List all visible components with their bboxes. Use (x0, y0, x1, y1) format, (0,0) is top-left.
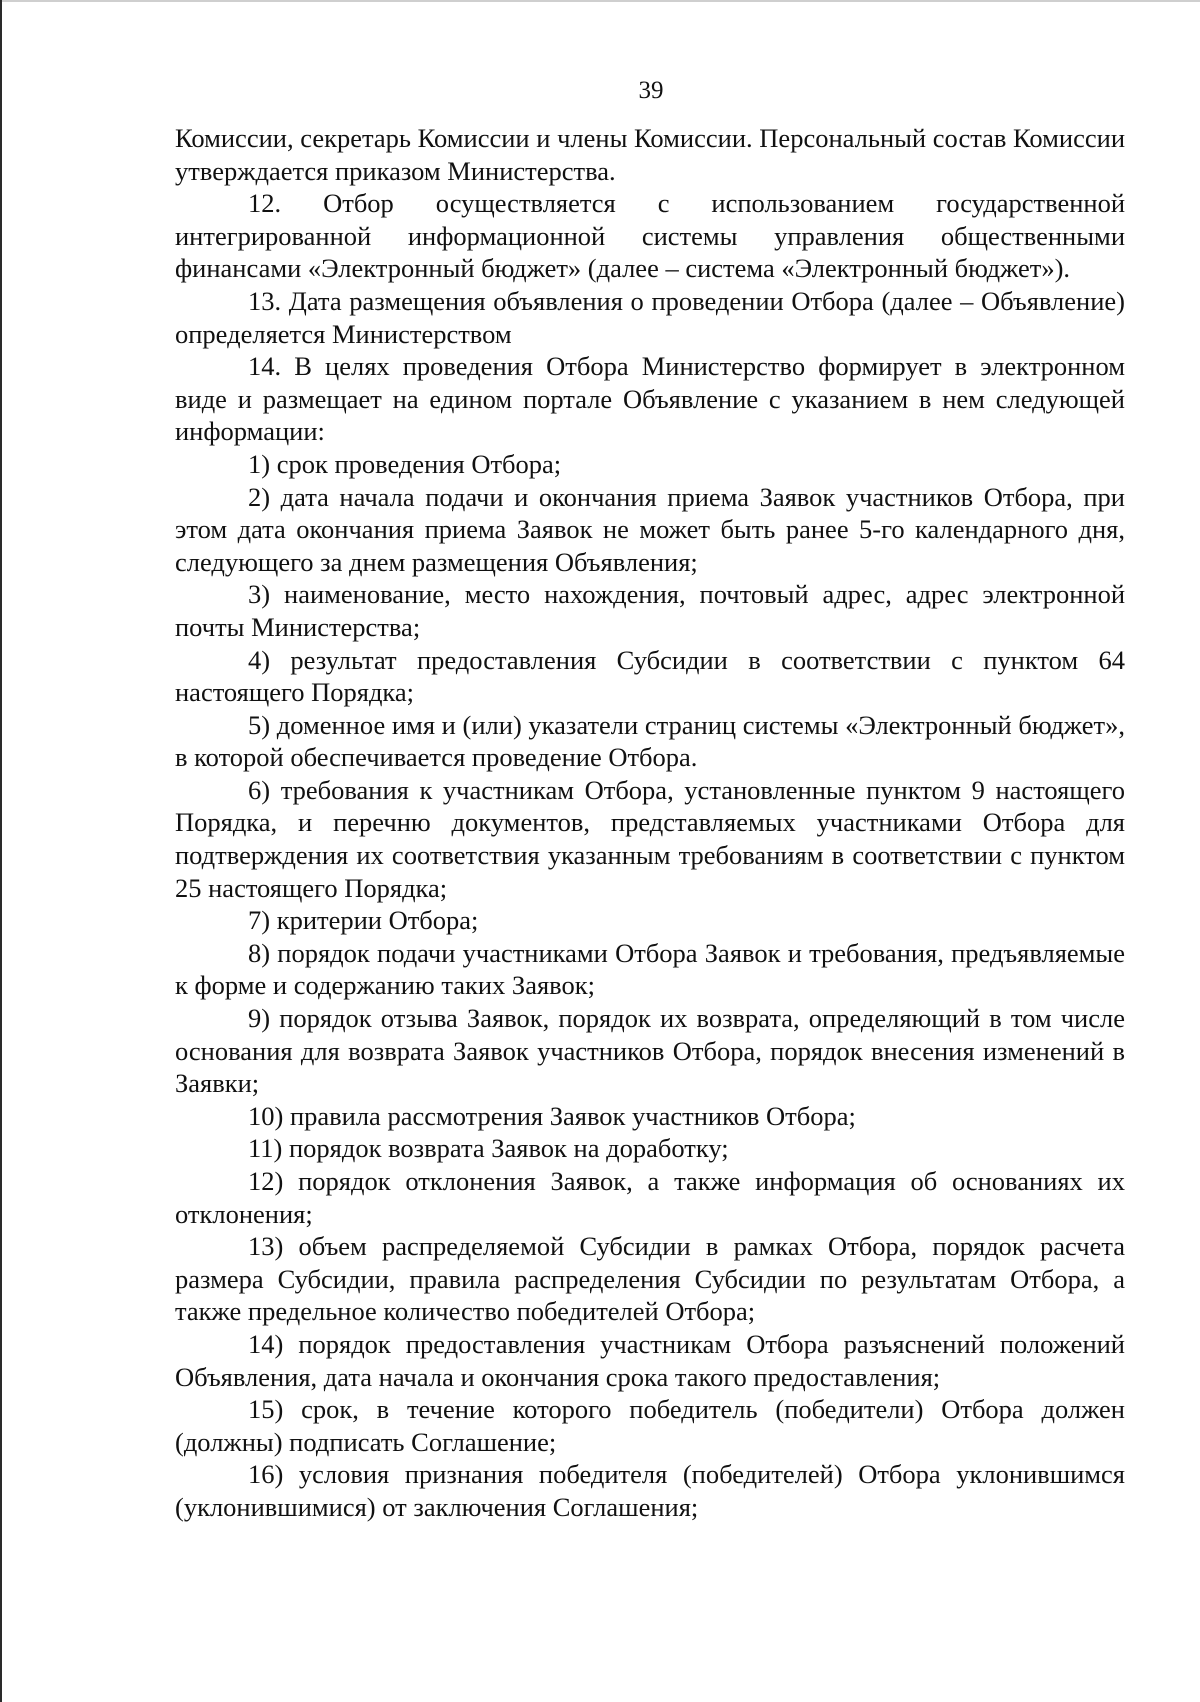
list-item-1: 1) срок проведения Отбора; (248, 448, 562, 479)
list-item-4: 4) результат предоставления Субсидии в соответствии с пунктом 64 настоящего Порядка; (175, 644, 1125, 708)
list-item-14: 14) порядок предоставления участникам Отбора разъяснений положений Объявления, дата начала и окончания срока такого предоставления; (175, 1328, 1125, 1392)
list-item-9: 9) порядок отзыва Заявок, порядок их возврата, определяющий в том числе основания для возврата Заявок участников Отбора, порядок внесения изменений в Заявки; (175, 1003, 1125, 1099)
list-item-12: 12) порядок отклонения Заявок, а также информация об основаниях их отклонения; (175, 1166, 1125, 1229)
list-item-15: 15) срок, в течение которого победитель (победители) Отбора должен (должны) подписать Соглашение; (175, 1394, 1125, 1457)
list-item-16: 16) условия признания победителя (победителей) Отбора уклонившимся (уклонившимися) от заключения Соглашения; (175, 1459, 1125, 1522)
list-item-5: 5) доменное имя и (или) указатели страниц системы «Электронный бюджет», в которой обеспечивается проведение Отбора. (175, 709, 1125, 773)
list-item-8: 8) порядок подачи участниками Отбора Заявок и требования, предъявляемые к форме и содержанию таких Заявок; (175, 937, 1125, 1001)
list-item-3: 3) наименование, место нахождения, почтовый адрес, адрес электронной почты Министерства; (175, 579, 1125, 642)
list-item-7: 7) критерии Отбора; (248, 905, 479, 936)
document-body (175, 122, 1125, 1524)
list-item-2: 2) дата начала подачи и окончания приема Заявок участников Отбора, при этом дата окончания приема Заявок не может быть ранее 5-го календарного дня, следующего за днем размещения Объявления; (175, 481, 1125, 577)
paragraph-continuation: Комиссии, секретарь Комиссии и члены Комиссии. Персональный состав Комиссии утверждается приказом Министерства. (175, 123, 1125, 186)
list-item-6: 6) требования к участникам Отбора, установленные пунктом 9 настоящего Порядка, и перечню документов, представляемых участниками Отбора для подтверждения их соответствия указанным требованиям в соответствии с пунктом 25 настоящего Порядка; (175, 774, 1125, 903)
paragraph-item-14: 14. В целях проведения Отбора Министерство формирует в электронном виде и размещает на едином портале Объявление с указанием в нем следующей информации: (175, 351, 1125, 447)
page-number: 39 (638, 77, 664, 104)
scan-edge-left (0, 0, 2, 1702)
list-item-13: 13) объем распределяемой Субсидии в рамках Отбора, порядок расчета размера Субсидии, правила распределения Субсидии по результатам Отбора, а также предельное количество победителей Отбора; (175, 1231, 1125, 1327)
list-item-11: 11) порядок возврата Заявок на доработку; (248, 1133, 729, 1164)
paragraph-item-12: 12. Отбор осуществляется с использованием государственной интегрированной информационной системы управления общественными финансами «Электронный бюджет» (далее – система «Электронный бюджет»). (175, 188, 1125, 284)
paragraph-item-13: 13. Дата размещения объявления о проведении Отбора (далее – Объявление) определяется Министерством (175, 285, 1125, 349)
scan-edge-top (0, 0, 1200, 2)
list-item-10: 10) правила рассмотрения Заявок участников Отбора; (248, 1100, 856, 1131)
